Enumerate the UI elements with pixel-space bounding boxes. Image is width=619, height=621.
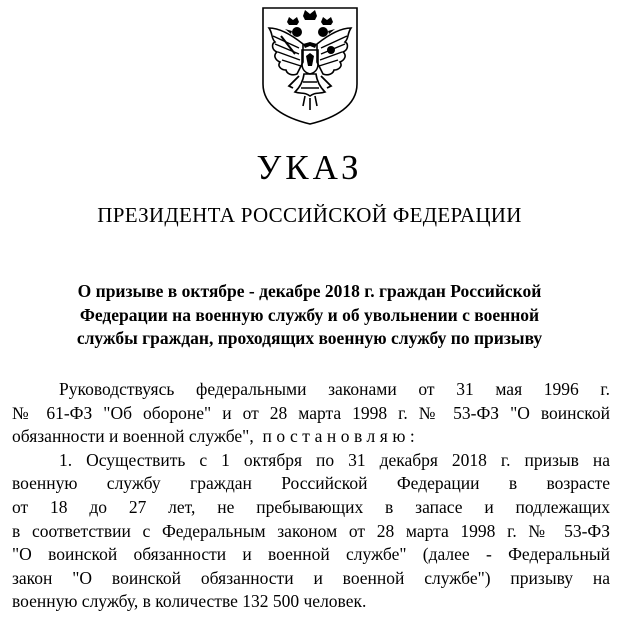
document-subtitle: ПРЕЗИДЕНТА РОССИЙСКОЙ ФЕДЕРАЦИИ [97,203,522,227]
preamble-line: Руководствуясь федеральными законами от 31 мая 1996 г. [59,379,610,399]
paragraph-line: закон "О воинской обязанности и военной службе") призыву на [12,567,610,588]
coat-of-arms-icon [259,6,361,126]
paragraph-line: 1. Осуществить с 1 октября по 31 декабря 2018 г. призыв на [59,449,610,470]
paragraph-line: военную службу граждан Российской Федерации в возрасте [12,473,610,494]
preamble-line: № 61-ФЗ "Об обороне" и от 28 марта 1998 г. № 53-ФЗ "О воинской [12,402,610,423]
preamble-line-last [12,425,610,449]
heading-line: Федерации на военную службу и об увольнении с военной [79,304,540,325]
decree-heading [18,280,601,351]
paragraph-line: "О воинской обязанности и военной службе" (далее - Федеральный [12,544,610,565]
paragraph-line: от 18 до 27 лет, не пребывающих в запасе и подлежащих [12,496,610,517]
heading-line: О призыве в октябре - декабре 2018 г. граждан Российской [77,281,542,301]
paragraph-line-last: военную службу, в количестве 132 500 человек. [12,591,367,612]
document-title: УКАЗ [256,148,363,187]
paragraph-line: в соответствии с Федеральным законом от 28 марта 1998 г. № 53-ФЗ [12,520,610,541]
preamble-line-text: обязанности и военной службе", [12,426,254,447]
decree-word: постановляю: [262,426,420,447]
heading-line: службы граждан, проходящих военную службу по призыву [76,328,543,348]
russian-coat-of-arms-icon [259,6,361,126]
decree-body [12,378,610,614]
